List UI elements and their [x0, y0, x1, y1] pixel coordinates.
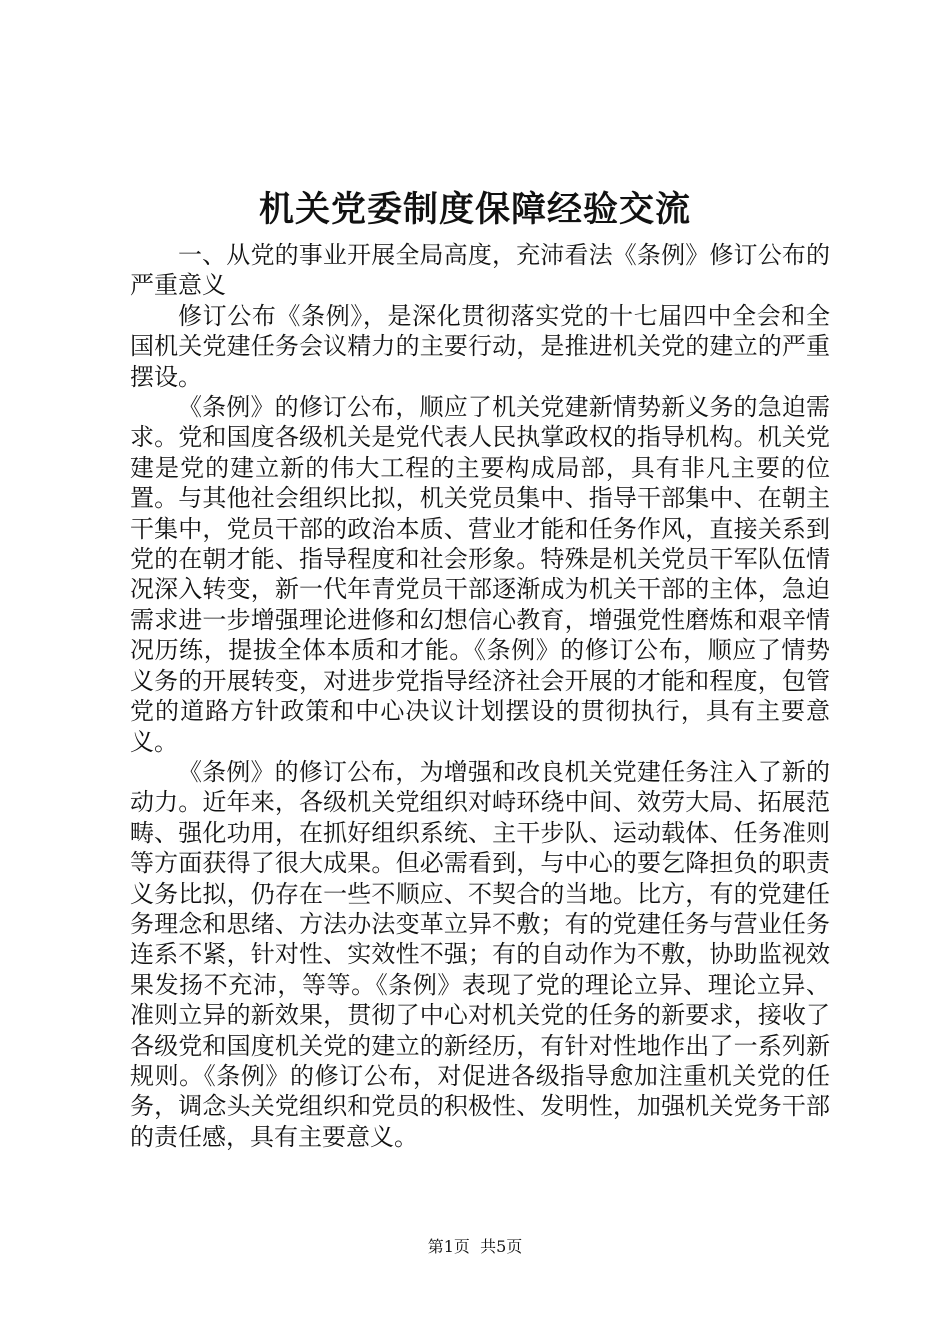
section-heading: 一、从党的事业开展全局高度，充沛看法《条例》修订公布的严重意义	[130, 241, 830, 300]
page-footer	[0, 1236, 950, 1258]
paragraph: 《条例》的修订公布，为增强和改良机关党建任务注入了新的动力。近年来，各级机关党组织对峙环绕中间、效劳大局、拓展范畴、强化功用，在抓好组织系统、主干步队、运动载体、任务准则等方面获得了很大成果。但必需看到，与中心的要乞降担负的职责义务比拟，仍存在一些不顺应、不契合的当地。比方，有的党建任务理念和思绪、方法办法变革立异不敷；有的党建任务与营业任务连系不紧，针对性、实效性不强；有的自动作为不敷，协助监视效果发扬不充沛，等等。《条例》表现了党的理论立异、理论立异、准则立异的新效果，贯彻了中心对机关党的任务的新要求，接收了各级党和国度机关党的建立的新经历，有针对性地作出了一系列新规则。《条例》的修订公布，对促进各级指导愈加注重机关党的任务，调念头关党组织和党员的积极性、发明性，加强机关党务干部的责任感，具有主要意义。	[130, 757, 830, 1151]
document-body	[130, 240, 830, 1152]
page-total: 共5页	[480, 1237, 523, 1256]
paragraph: 《条例》的修订公布，顺应了机关党建新情势新义务的急迫需求。党和国度各级机关是党代表人民执掌政权的指导机构。机关党建是党的建立新的伟大工程的主要构成局部，具有非凡主要的位置。与其他社会组织比拟，机关党员集中、指导干部集中、在朝主干集中，党员干部的政治本质、营业才能和任务作风，直接关系到党的在朝才能、指导程度和社会形象。特殊是机关党员干军队伍情况深入转变，新一代年青党员干部逐渐成为机关干部的主体，急迫需求进一步增强理论进修和幻想信心教育，增强党性磨炼和艰辛情况历练，提拔全体本质和才能。《条例》的修订公布，顺应了情势义务的开展转变，对进步党指导经济社会开展的才能和程度，包管党的道路方针政策和中心决议计划摆设的贯彻执行，具有主要意义。	[130, 393, 830, 756]
page-number: 第1页	[427, 1237, 470, 1256]
document-title: 机关党委制度保障经验交流	[258, 189, 691, 230]
paragraph: 修订公布《条例》，是深化贯彻落实党的十七届四中全会和全国机关党建任务会议精力的主要行动，是推进机关党的建立的严重摆设。	[130, 301, 830, 391]
